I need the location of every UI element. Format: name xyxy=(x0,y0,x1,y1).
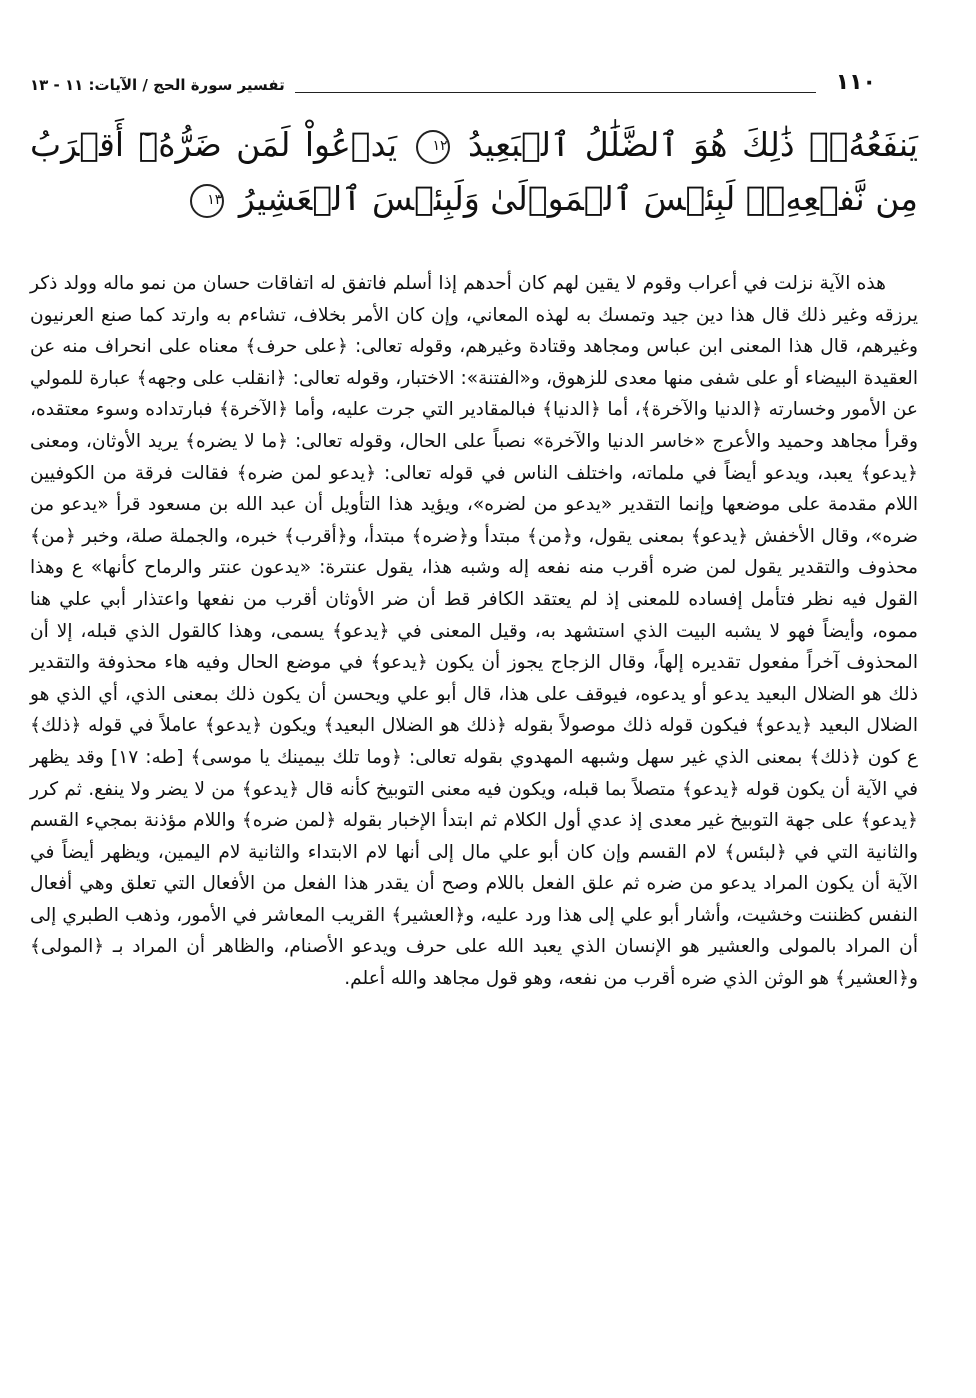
commentary-body xyxy=(30,268,918,995)
quran-verse-block xyxy=(30,118,918,226)
page-number: ١١٠ xyxy=(835,70,876,95)
verse-text-part-2: يَدۡعُواْ لَمَن ضَرُّهُۥٓ أَقۡرَبُ مِن نَّفۡعِهِۦۚ لَبِئۡسَ ٱلۡمَوۡلَىٰ وَلَبِئۡسَ ٱلۡعَشِيرُ xyxy=(30,125,918,218)
ayah-number-marker: ١٣ xyxy=(190,184,224,218)
commentary-paragraph: هذه الآية نزلت في أعراب وقوم لا يقين لهم كان أحدهم إذا أسلم فاتفق له اتفاقات حسان من نمو ماله وولد ذكر يرزقه وغير ذلك قال هذا دين جيد وتمسك به لهذه المعاني، وإن كان الأمر بخلاف، تشاءم به وارتد كما صنع العرنيون وغيرهم، قال هذا المعنى ابن عباس ومجاهد وقتادة وغيرهم، وقوله تعالى: ﴿على حرف﴾ معناه على انحراف منه عن العقيدة البيضاء أو على شفى منها معدى للزهوق، و«الفتنة»: الاختبار، وقوله تعالى: ﴿انقلب على وجهه﴾ عبارة للمولي عن الأمور وخسارته ﴿الدنيا والآخرة﴾، أما ﴿الدنيا﴾ فبالمقادير التي جرت عليه، وأما ﴿الآخرة﴾ فبارتداده وسوء معتقده، وقرأ مجاهد وحميد والأعرج «خاسر الدنيا والآخرة» نصباً على الحال، وقوله تعالى: ﴿ما لا يضره﴾ يريد الأوثان، ومعنى ﴿يدعو﴾ يعبد، ويدعو أيضاً في ملماته، واختلف الناس في قوله تعالى: ﴿يدعو لمن ضره﴾ فقالت فرقة من الكوفيين اللام مقدمة على موضعها وإنما التقدير «يدعو من لضره»، ويؤيد هذا التأويل أن عبد الله بن مسعود قرأ «يدعو من ضره»، وقال الأخفش ﴿يدعو﴾ بمعنى يقول، و﴿من﴾ مبتدأ و﴿ضره﴾ مبتدأ، و﴿أقرب﴾ خبره، والجملة صلة، وخبر ﴿من﴾ محذوف والتقدير يقول لمن ضره أقرب منه نفعه إله وشبه هذا، يقول عنترة: «يدعون عنتر والرماح كأنها» ع وهذا القول فيه نظر فتأمل إفساده للمعنى إذ لم يعتقد الكافر قط أن ضر الأوثان أقرب من نفعها واعتذار أبي علي هنا مموه، وأيضاً فهو لا يشبه البيت الذي استشهد به، وقيل المعنى في ﴿يدعو﴾ يسمى، وهذا كالقول الذي قبله، إلا أن المحذوف آخراً مفعول تقديره إلهاً، وقال الزجاج يجوز أن يكون ﴿يدعو﴾ في موضع الحال وفيه هاء محذوفة والتقدير ذلك هو الضلال البعيد يدعو أو يدعوه، فيوقف على هذا، قال أبو علي ويحسن أن يكون ذلك بمعنى الذي، أي الذي هو الضلال البعيد ﴿يدعو﴾ فيكون قوله ذلك موصولاً بقوله ﴿ذلك هو الضلال البعيد﴾ ويكون ﴿يدعو﴾ عاملاً في قوله ﴿ذلك﴾ ع كون ﴿ذلك﴾ بمعنى الذي غير سهل وشبهه المهدوي بقوله تعالى: ﴿وما تلك بيمينك يا موسى﴾ [طه: ١٧] وقد يظهر في الآية أن يكون قوله ﴿يدعو﴾ متصلاً بما قبله، ويكون فيه معنى التوبيخ كأنه قال ﴿يدعو﴾ من لا يضر ولا ينفع. ثم كرر ﴿يدعو﴾ على جهة التوبيخ غير معدى إذ عدي أول الكلام ثم ابتدأ الإخبار بقوله ﴿لمن ضره﴾ واللام مؤذنة بمجيء القسم والثانية التي في ﴿لبئس﴾ لام القسم وإن كان أبو علي مال إلى أنها لام الابتداء والثانية لام اليمين، ويظهر أيضاً في الآية أن يكون المراد يدعو من ضره ثم علق الفعل باللام وصح أن يقدر هذا الفعل من الأفعال التي تعلق وهي أفعال النفس كظننت وخشيت، وأشار أبو علي إلى هذا ورد عليه، و﴿العشير﴾ القريب المعاشر في الأمور، وذهب الطبري إلى أن المراد بالمولى والعشير هو الإنسان الذي يعبد الله على حرف ويدعو الأصنام، والظاهر أن المراد بـ ﴿المولى﴾ و﴿العشير﴾ هو الوثن الذي ضره أقرب من نفعه، وهو قول مجاهد والله أعلم. xyxy=(30,273,918,990)
header-rule xyxy=(295,78,816,93)
verse-text-part-1: يَنفَعُهُۥۚ ذَٰلِكَ هُوَ ٱلضَّلَٰلُ ٱلۡبَعِيدُ xyxy=(467,125,918,164)
running-title: تفسير سورة الحج / الآيات: ١١ - ١٣ xyxy=(30,76,285,94)
running-header xyxy=(30,70,826,100)
ayah-number-marker: ١٢ xyxy=(416,130,450,164)
